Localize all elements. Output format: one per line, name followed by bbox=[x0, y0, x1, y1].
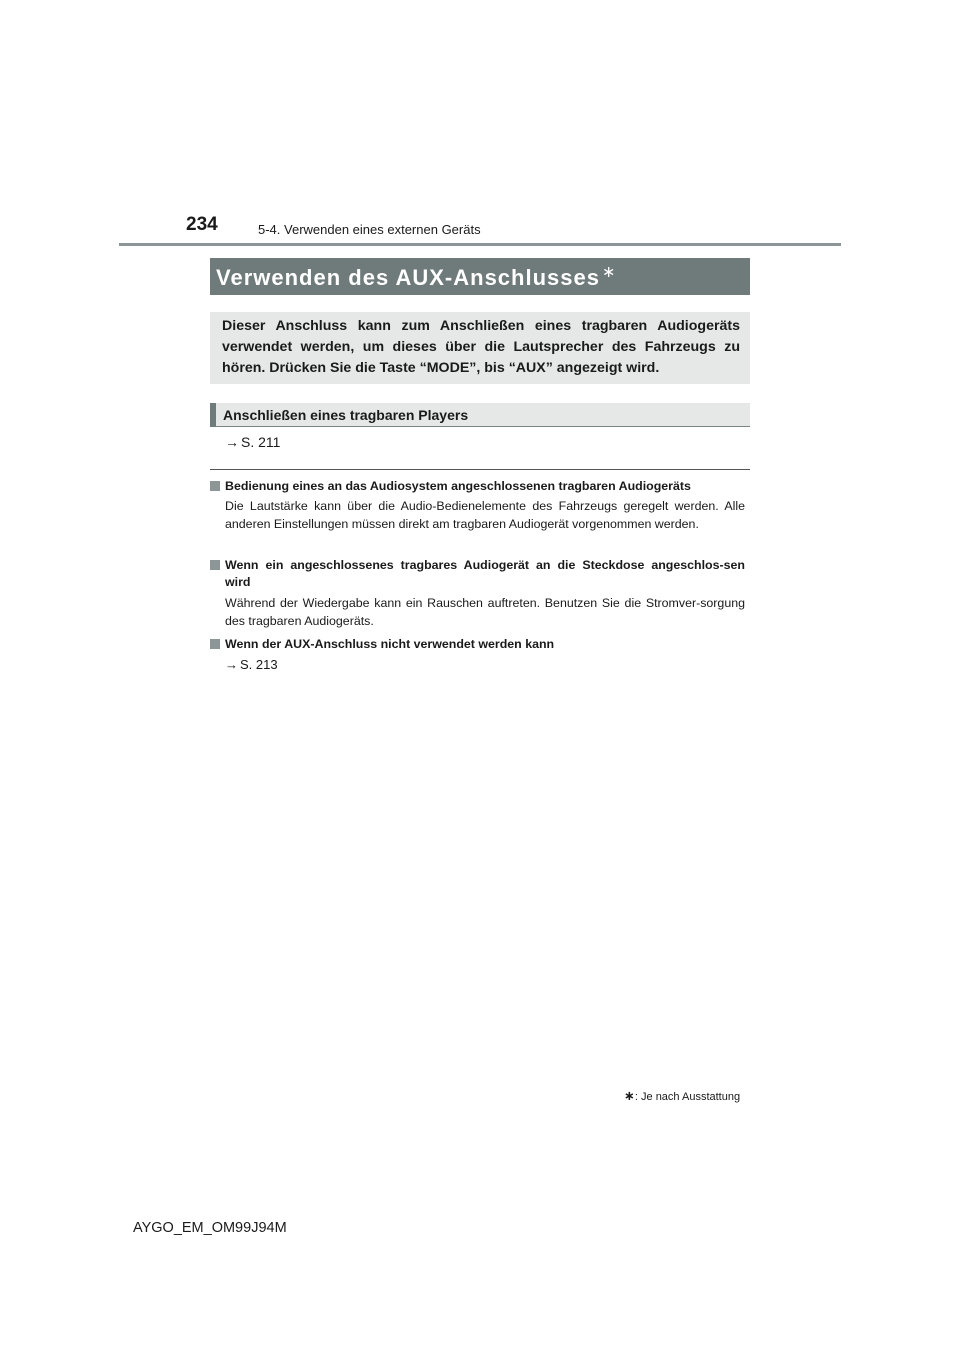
notes-divider bbox=[210, 469, 750, 470]
header-divider bbox=[119, 243, 841, 246]
page-reference-text: S. 213 bbox=[240, 657, 278, 672]
subsection-accent bbox=[210, 403, 216, 427]
note-body: Während der Wiedergabe kann ein Rauschen auftreten. Benutzen Sie die Stromver-sorgung des tragbaren Audiogeräts. bbox=[225, 596, 745, 628]
note-heading: Bedienung eines an das Audiosystem angeschlossenen tragbaren Audiogeräts bbox=[225, 479, 691, 493]
subsection-title: Anschließen eines tragbaren Players bbox=[223, 407, 469, 423]
arrow-right-icon: → bbox=[225, 434, 239, 450]
footnote bbox=[624, 1088, 740, 1104]
square-bullet-icon bbox=[210, 560, 220, 570]
note-heading: Wenn ein angeschlossenes tragbares Audiogerät an die Steckdose angeschlos-sen wird bbox=[225, 558, 745, 589]
note-body: Die Lautstärke kann über die Audio-Bedienelemente des Fahrzeugs geregelt werden. Alle anderen Einstellungen müssen direkt am tragbaren Audiogerät vorgenommen werden. bbox=[225, 499, 745, 531]
square-bullet-icon bbox=[210, 481, 220, 491]
page-reference bbox=[225, 657, 278, 672]
page-title bbox=[216, 262, 616, 291]
equipment-marker-icon: ∗ bbox=[624, 1088, 635, 1103]
section-title: 5-4. Verwenden eines externen Geräts bbox=[258, 222, 481, 237]
page-title-text: Verwenden des AUX-Anschlusses bbox=[216, 265, 600, 290]
note-heading: Wenn der AUX-Anschluss nicht verwendet werden kann bbox=[225, 637, 555, 651]
page-reference-text: S. 211 bbox=[241, 434, 281, 450]
equipment-marker-icon: ∗ bbox=[601, 264, 617, 281]
square-bullet-icon bbox=[210, 639, 220, 649]
document-code: AYGO_EM_OM99J94M bbox=[133, 1220, 287, 1236]
arrow-right-icon: → bbox=[225, 657, 238, 672]
intro-text: Dieser Anschluss kann zum Anschließen eines tragbaren Audiogeräts verwendet werden, um dieses über die Lautsprecher des Fahrzeugs zu hören. Drücken Sie die Taste “MODE”, bis “AUX” angezeigt wird. bbox=[222, 318, 740, 376]
page-reference bbox=[225, 434, 280, 450]
footnote-text: : Je nach Ausstattung bbox=[634, 1091, 741, 1103]
page-number: 234 bbox=[186, 214, 218, 235]
